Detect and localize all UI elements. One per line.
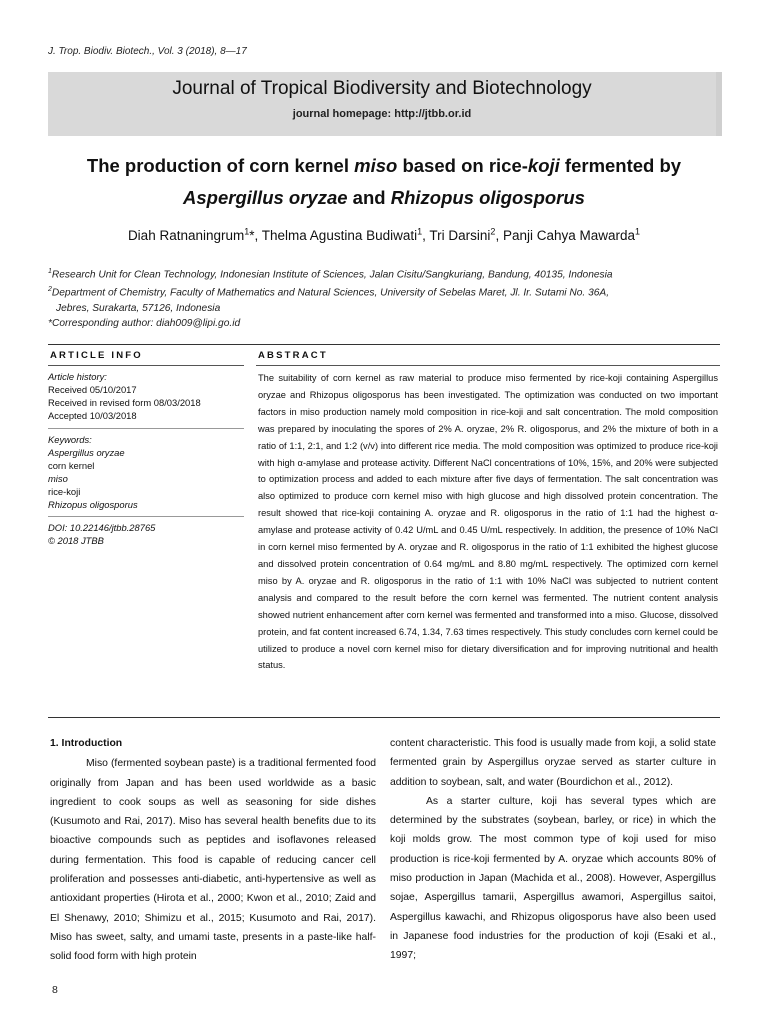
text-line: and salt concentration. The mold composition was prepared by inoculating the spores of 2% bbox=[258, 406, 719, 434]
author-affiliation-mark: 1 bbox=[244, 226, 250, 236]
body-column-left bbox=[50, 734, 376, 967]
keyword: Aspergillus oryzae bbox=[48, 447, 125, 458]
text-line: which accounts 80% of miso production in Japan (Machida et bbox=[390, 853, 717, 885]
text-line: al., 2008). However, Aspergillus sojae, Aspergillus tamarii, bbox=[390, 873, 716, 904]
text-line: possesses anti-diabetic, anti-hypertensive as well as bbox=[129, 874, 376, 886]
text-line: (Bourdichon et al., 2012). bbox=[556, 776, 674, 788]
author-affiliation-mark: 1 bbox=[635, 226, 641, 236]
affiliation-2 bbox=[48, 282, 728, 300]
keywords-label: Keywords: bbox=[48, 434, 92, 445]
journal-banner bbox=[48, 72, 722, 136]
body-paragraph bbox=[50, 754, 376, 966]
keyword: miso bbox=[48, 473, 68, 484]
author-affiliation-mark: 2 bbox=[490, 226, 496, 236]
keyword: corn kernel bbox=[48, 460, 95, 471]
article-info-divider bbox=[48, 428, 244, 429]
body-column-right bbox=[390, 734, 716, 966]
text-line: and 0.45 U/mL respectively. In addition, the presence of 10% NaCl in corn kernel miso fermented bbox=[258, 525, 718, 553]
text-line: content analysis showed nutrient enhancement after corn kernel was fermented and bbox=[258, 592, 718, 620]
journal-title: Journal of Tropical Biodiversity and Biotechnology bbox=[172, 78, 592, 99]
title-text: fermented by bbox=[559, 155, 682, 176]
text-line: Miso (fermented soybean paste) is a traditional bbox=[86, 758, 306, 770]
text-line: determined by the substrates (soybean, barley, or rice) in bbox=[390, 815, 671, 827]
text-line: Aspergillus oryzae and Rhizopus oligosporus has been investigated. The optimization was bbox=[258, 373, 718, 400]
page-number: 8 bbox=[52, 984, 58, 996]
author-list bbox=[40, 226, 728, 243]
author bbox=[262, 228, 430, 243]
affiliation-1 bbox=[48, 264, 728, 282]
text-line: different rice media. The mold composition was optimized to produce rice-koji with high bbox=[258, 440, 719, 468]
text-line: The suitability of corn kernel as raw material to produce miso fermented by rice-koji containing bbox=[258, 373, 673, 383]
text-line: protein concentration of 0.64 mg/mL and 8.80 mg/mL respectively. The optimized corn kernel bbox=[320, 558, 719, 569]
title-text-italic: miso bbox=[354, 155, 398, 176]
copyright: © 2018 JTBB bbox=[48, 535, 104, 546]
author-name: Thelma Agustina Budiwati bbox=[261, 227, 418, 243]
affiliation-text: Department of Chemistry, Faculty of Mathematics and Natural Sciences, University of Sebelas Maret, Jl. Ir. Sutami No. 36A, bbox=[51, 287, 610, 299]
author-affiliation-mark: 1 bbox=[417, 226, 423, 236]
author-separator: , bbox=[495, 227, 503, 243]
text-line: transformed into a miso. Glucose, dissolved protein, and fat content increased 6.74, 1.34, 7.63 bbox=[258, 609, 718, 637]
text-line: by A. oryzae and R. oligosporus in the ratio of 1:1 exhibited the highest glucose and dissolved bbox=[258, 542, 718, 569]
text-line: Zaid and El Shenawy, 2010; Shimizu et al., 2015; Kusumoto bbox=[50, 893, 376, 924]
article-info-heading: ARTICLE INFO bbox=[50, 350, 143, 361]
text-line: content characteristic. This food is usually made from koji, a bbox=[390, 738, 670, 749]
text-line: times respectively. This study concludes corn kernel could be utilized to produce a novel corn bbox=[258, 626, 718, 654]
title-text: The production of corn kernel bbox=[86, 155, 355, 176]
history-label: Article history: bbox=[48, 371, 107, 382]
text-line: and Rhizopus oligosporus have also been used in Japanese bbox=[390, 911, 717, 942]
affiliation-2-continued: Jebres, Surakarta, 57126, Indonesia bbox=[56, 302, 221, 314]
section-divider bbox=[48, 717, 720, 718]
body-paragraph bbox=[390, 792, 716, 966]
article-info-divider bbox=[48, 516, 244, 517]
keyword: rice-koji bbox=[48, 486, 81, 497]
text-line: conducted on two important factors in miso production namely mold composition in rice-koji bbox=[258, 389, 718, 417]
doi[interactable]: DOI: 10.22146/jtbb.28765 bbox=[48, 522, 156, 533]
title-text: based on rice- bbox=[397, 155, 528, 176]
text-line: high dissolved protein concentration. The result showed that rice-koji containing A. oryzae and bbox=[258, 491, 718, 519]
text-line: This food is capable of reducing cancer cell proliferation and bbox=[50, 854, 376, 886]
text-line: A. oryzae, 2% R. oligosporus, and 2% the mixture of both in a ratio of 1:1, 2:1, and 1:2 (v/v) into bbox=[258, 423, 718, 451]
text-line: which the koji molds grow. The most common type of koji bbox=[390, 815, 716, 846]
author bbox=[503, 228, 640, 243]
text-line: kernel miso for dietary diversification and for improving nutritional and health status. bbox=[258, 643, 718, 671]
text-line: worldwide as a basic ingredient to cook soups as well as bbox=[50, 777, 377, 808]
abstract-body bbox=[258, 370, 718, 674]
author-name: Panji Cahya Mawarda bbox=[502, 227, 636, 243]
text-line: and Rai, 2017). Miso has sweet, salty, and umami taste, bbox=[50, 912, 376, 943]
abstract-divider bbox=[256, 365, 720, 366]
text-line: α-amylase and protease activity. Different NaCl concentrations of 10%, 15%, and 20% were bbox=[297, 457, 679, 468]
author-separator: , bbox=[422, 227, 430, 243]
keyword: Rhizopus oligosporus bbox=[48, 499, 138, 510]
article-info-divider bbox=[48, 365, 244, 366]
article-history bbox=[48, 370, 244, 422]
section-divider bbox=[48, 344, 720, 345]
text-line: Aspergillus awamori, Aspergillus saitoi, Aspergillus kawachi, bbox=[390, 892, 716, 923]
text-line: as peptides and isoflavones released during fermentation. bbox=[50, 835, 377, 866]
text-line: subjected to optimization process and added to each mixture after five days of fermentation. bbox=[258, 457, 718, 485]
text-line: fermented food originally from Japan and has been used bbox=[50, 758, 376, 789]
affiliation-mark: 1 bbox=[48, 268, 52, 275]
title-text: and bbox=[347, 187, 391, 208]
keywords-block bbox=[48, 433, 244, 511]
text-line: The salt concentration was also optimized to produce corn kernel miso with high glucose and bbox=[258, 474, 718, 502]
text-line: content analysis and compared to the result before the corn kernel was fermented. The nutrient bbox=[258, 575, 718, 603]
text-line: used for miso production is rice-koji fermented by A. oryzae bbox=[390, 834, 716, 865]
text-line: antioxidant properties (Hirota et al., 2000; Kwon et al., 2010; bbox=[50, 893, 336, 905]
affiliation-text: Research Unit for Clean Technology, Indonesian Institute of Sciences, Jalan Cisitu/Sangkuriang, Bandung, 40135, Indonesia bbox=[51, 269, 613, 281]
title-text-italic: Aspergillus oryzae bbox=[183, 187, 348, 208]
received-date: Received 05/10/2017 bbox=[48, 384, 137, 395]
text-line: food industries for the production of koji (Esaki et al., 1997; bbox=[390, 930, 716, 962]
text-line: starter culture in addition to soybean, salt, and water bbox=[390, 757, 717, 788]
title-text-italic: Rhizopus oligosporus bbox=[390, 187, 585, 208]
article-title bbox=[40, 150, 728, 214]
accepted-date: Accepted 10/03/2018 bbox=[48, 410, 137, 421]
author-name: Diah Ratnaningrum bbox=[127, 227, 245, 243]
text-line: several health benefits due to its bioactive compounds such bbox=[50, 816, 376, 847]
affiliations bbox=[48, 264, 728, 331]
text-line: miso by A. oryzae and R. oligosporus in the ratio of 1:1 with 10% NaCl was subjected to nutrient bbox=[258, 575, 688, 586]
text-line: presents in a paste-like half-solid food form with high protein bbox=[50, 931, 376, 963]
author bbox=[429, 228, 503, 243]
abstract-heading: ABSTRACT bbox=[258, 350, 328, 361]
revised-date: Received in revised form 08/03/2018 bbox=[48, 397, 201, 408]
body-paragraph bbox=[390, 734, 716, 792]
doi-block bbox=[48, 521, 244, 547]
article-title-line-2 bbox=[40, 182, 728, 214]
text-line: solid state fermented grain by Aspergillus oryzae served as bbox=[390, 738, 716, 769]
author-name: Tri Darsini bbox=[429, 227, 491, 243]
text-line: seasoning for side dishes (Kusumoto and Rai, 2017). Miso has bbox=[50, 796, 376, 828]
journal-citation: J. Trop. Biodiv. Biotech., Vol. 3 (2018), 8—17 bbox=[48, 46, 247, 57]
text-line: R. oligosporus in the ratio of 1:1 had the highest α-amylase and protease activity of 0.42 U/mL bbox=[258, 508, 719, 536]
introduction-heading: 1. Introduction bbox=[50, 738, 123, 749]
text-line: As a starter culture, koji has several types which are bbox=[426, 795, 716, 807]
title-text-italic: koji bbox=[527, 155, 560, 176]
affiliation-mark: 2 bbox=[48, 286, 52, 294]
author bbox=[128, 228, 262, 243]
article-title-line-1 bbox=[40, 150, 728, 182]
author-separator: *, bbox=[249, 227, 262, 243]
journal-homepage[interactable]: journal homepage: http://jtbb.or.id bbox=[292, 108, 472, 120]
corresponding-author[interactable]: *Corresponding author: diah009@lipi.go.id bbox=[48, 317, 241, 329]
